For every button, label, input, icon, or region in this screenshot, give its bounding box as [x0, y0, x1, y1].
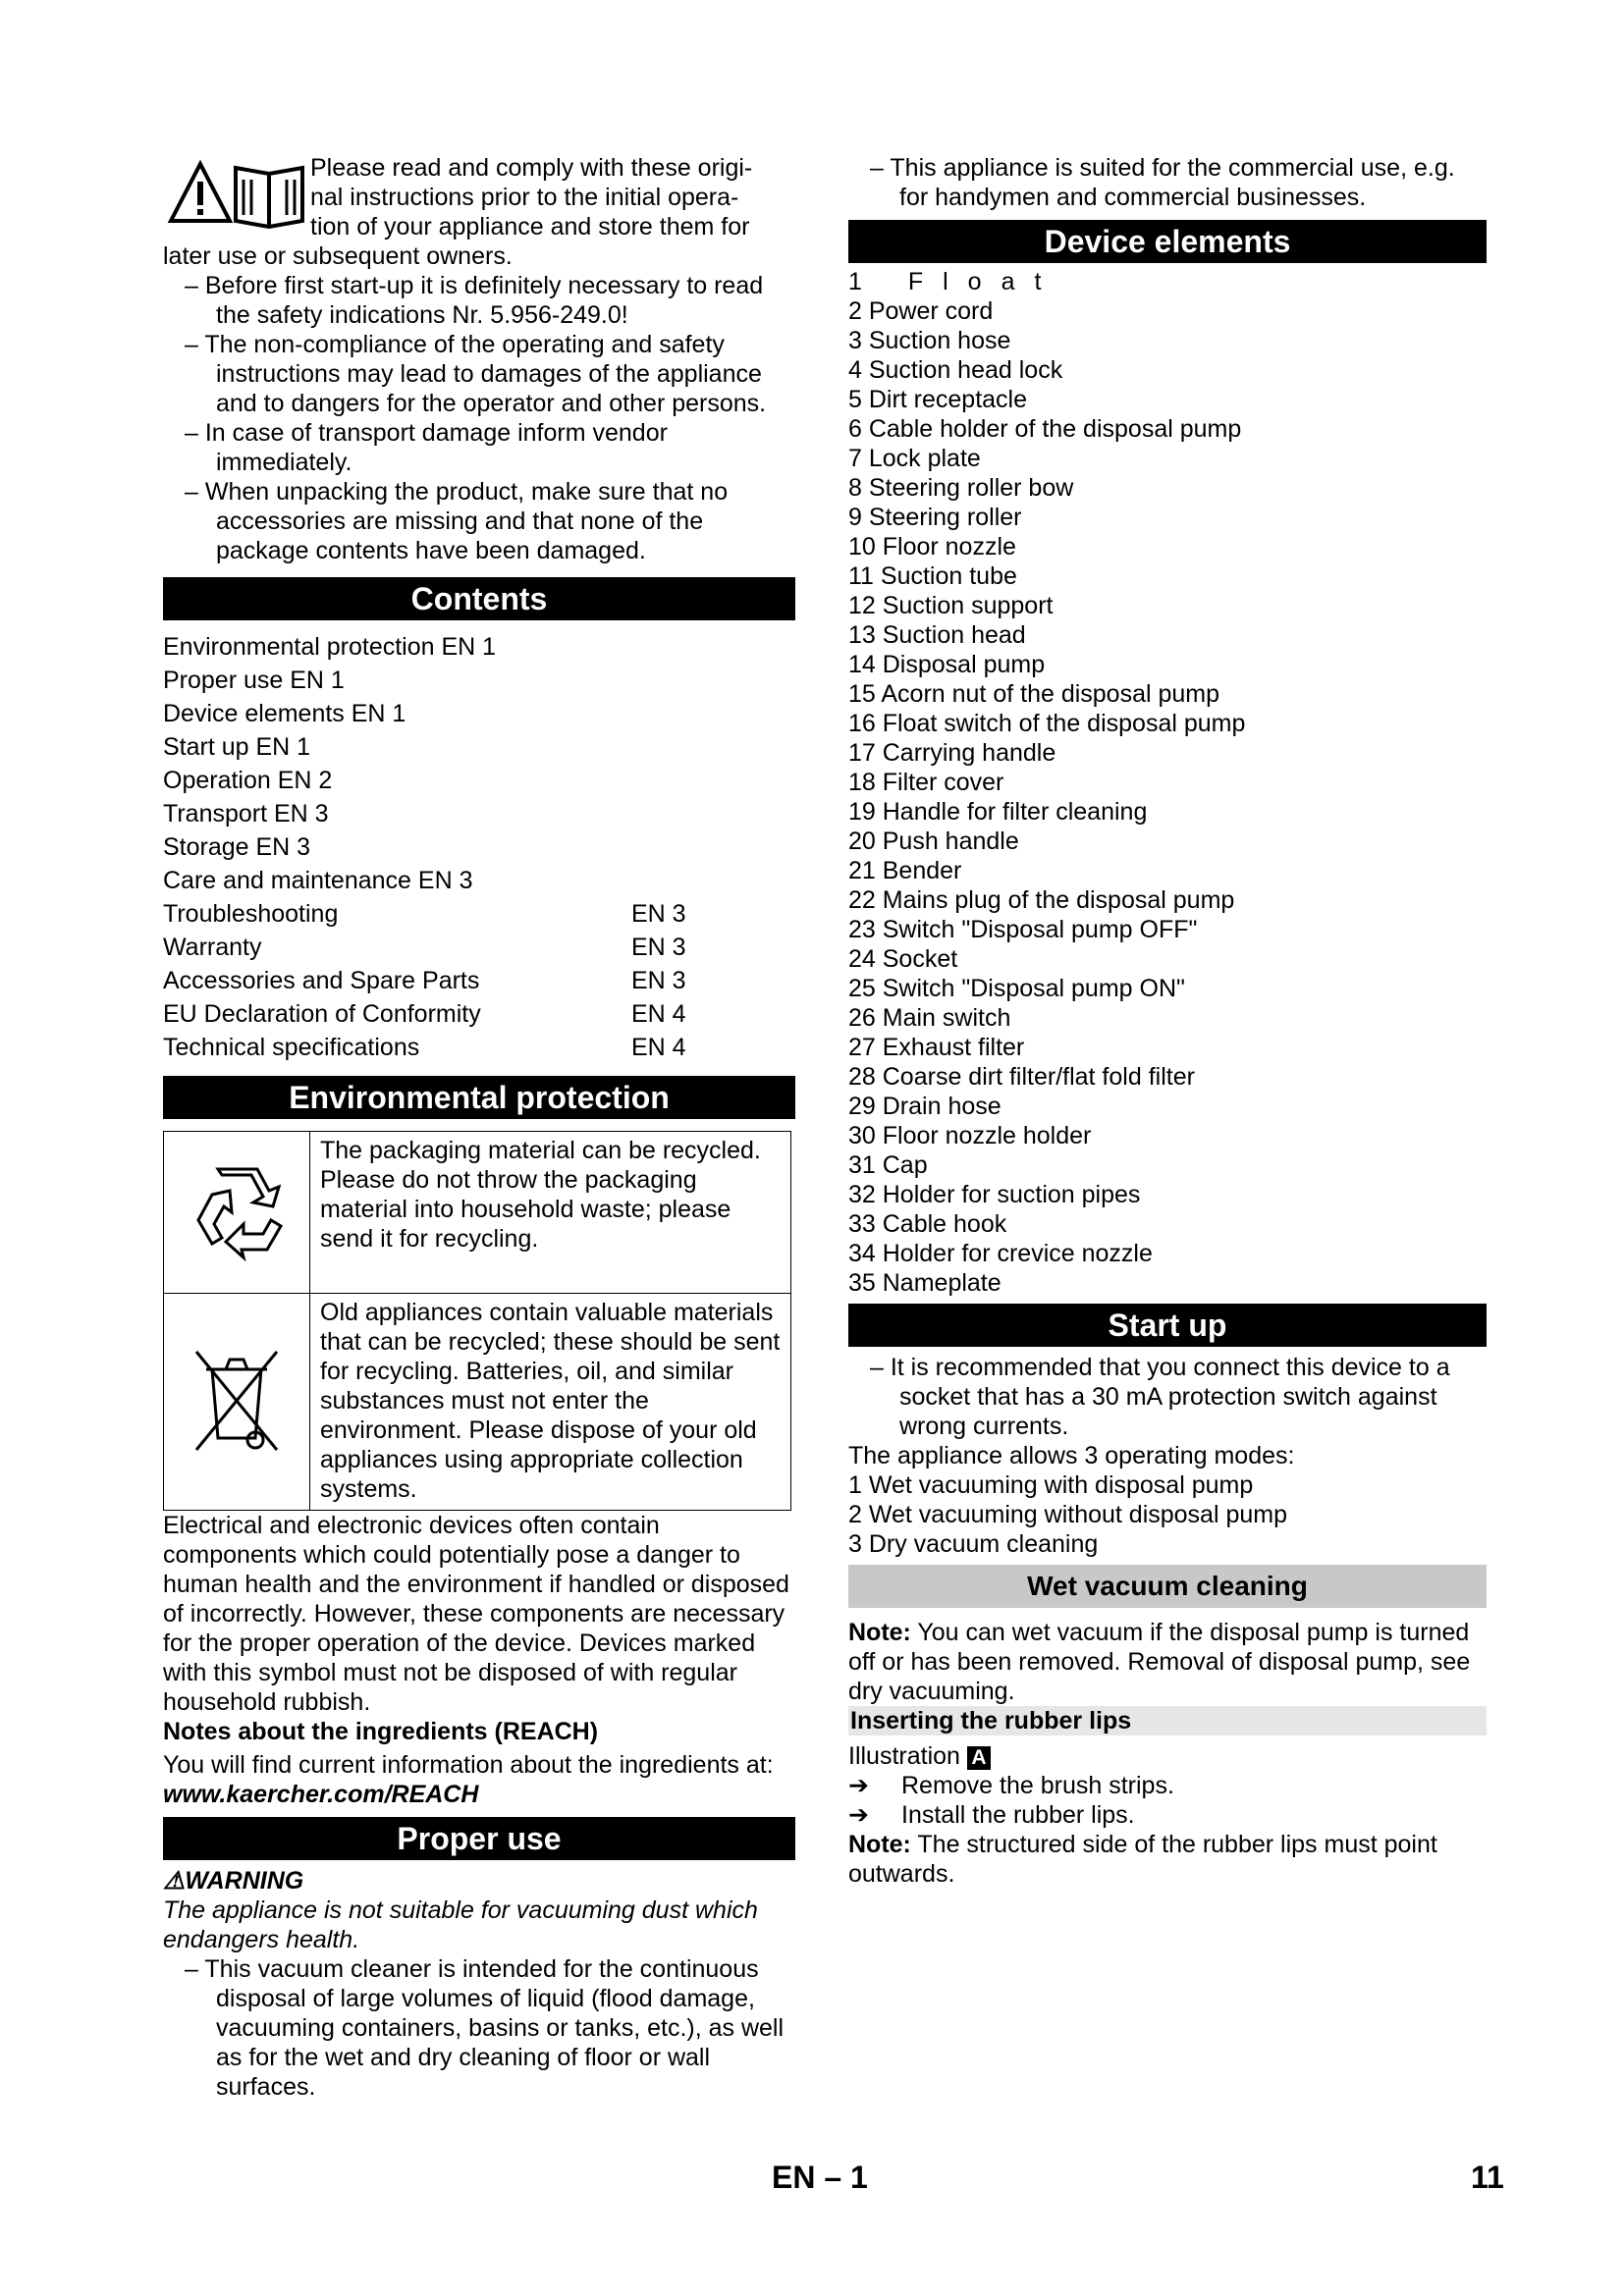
toc-entry[interactable] — [163, 1031, 795, 1064]
list-item: 14 Disposal pump — [848, 651, 1046, 678]
toc-entry[interactable] — [163, 997, 795, 1031]
intro-notice — [163, 153, 795, 241]
start-up-heading: Start up — [848, 1304, 1487, 1347]
wet-vacuum-note — [848, 1618, 1487, 1706]
toc-label: Care and maintenance EN 3 — [163, 867, 473, 894]
list-item: 26 Main switch — [848, 1004, 1011, 1032]
reach-title: Notes about the ingredients (REACH) — [163, 1718, 599, 1745]
device-elements-heading: Device elements — [848, 220, 1487, 263]
intro-line: tion of your appliance and store them for — [310, 213, 750, 240]
note-label: Note: — [848, 1831, 911, 1858]
footer-page-label: – 1 — [824, 2160, 868, 2195]
recycling-icon — [164, 1132, 310, 1294]
rubber-lips-subheading: Inserting the rubber lips — [848, 1706, 1487, 1735]
list-item: 9 Steering roller — [848, 504, 1022, 531]
list-item: 24 Socket — [848, 945, 958, 973]
toc-page: EN 3 — [631, 900, 686, 928]
list-item: 33 Cable hook — [848, 1210, 1007, 1238]
toc-label: Environmental protection EN 1 — [163, 633, 497, 661]
list-item: 27 Exhaust filter — [848, 1034, 1025, 1061]
list-item: 3 Suction hose — [848, 327, 1011, 354]
start-up-bullets — [848, 1353, 1487, 1441]
toc-entry[interactable] — [163, 964, 795, 997]
toc-label: EU Declaration of Conformity — [163, 1000, 481, 1028]
list-item: 1 Float — [848, 268, 1061, 295]
rubber-lips-note — [848, 1830, 1487, 1889]
list-item: 13 Suction head — [848, 621, 1026, 649]
step-text: Install the rubber lips. — [901, 1801, 1135, 1829]
list-item: 16 Float switch of the disposal pump — [848, 710, 1246, 737]
list-item: – It is recommended that you connect this device to a socket that has a 30 mA protection switch against wrong currents. — [870, 1354, 1450, 1440]
list-item: 34 Holder for crevice nozzle — [848, 1240, 1153, 1267]
intro-line: nal instructions prior to the initial opera- — [310, 184, 739, 211]
toc-entry[interactable] — [163, 764, 795, 797]
arrow-icon: ➔ — [848, 1801, 869, 1829]
toc-page: EN 4 — [631, 1034, 686, 1061]
intro-continuation: later use or subsequent owners. — [163, 242, 513, 270]
list-item: 20 Push handle — [848, 828, 1019, 855]
crossed-bin-icon — [164, 1294, 310, 1511]
proper-use-bullets-cont — [848, 153, 1487, 212]
list-item: – Before first start-up it is definitely necessary to read the safety indications Nr. 5.956-249.0! — [185, 272, 764, 329]
wet-vacuum-heading: Wet vacuum cleaning — [848, 1565, 1487, 1608]
list-item: 31 Cap — [848, 1151, 928, 1179]
left-column — [163, 0, 795, 2102]
list-item: 8 Steering roller bow — [848, 474, 1074, 502]
list-item: 6 Cable holder of the disposal pump — [848, 415, 1242, 443]
list-item: 23 Switch "Disposal pump OFF" — [848, 916, 1198, 943]
note-text: You can wet vacuum if the disposal pump is turned off or has been removed. Removal of disposal pump, see dry vacuuming. — [848, 1619, 1471, 1705]
warning-label: ⚠WARNING — [163, 1867, 304, 1895]
list-item: – In case of transport damage inform vendor immediately. — [185, 419, 668, 476]
step-row — [848, 1800, 1487, 1830]
list-item: 25 Switch "Disposal pump ON" — [848, 975, 1185, 1002]
environmental-table — [163, 1131, 791, 1511]
step-row — [848, 1771, 1487, 1800]
toc-page: EN 3 — [631, 934, 686, 961]
device-elements-list — [848, 267, 1487, 1298]
illustration-label: Illustration — [848, 1742, 960, 1770]
note-label: Note: — [848, 1619, 911, 1646]
environmental-heading: Environmental protection — [163, 1076, 795, 1119]
right-column — [848, 0, 1487, 1889]
proper-use-heading: Proper use — [163, 1817, 795, 1860]
read-manual-warning-icon — [163, 153, 310, 236]
toc-label: Troubleshooting — [163, 900, 339, 928]
illustration-ref — [848, 1741, 1487, 1771]
note-text: The structured side of the rubber lips must point outwards. — [848, 1831, 1437, 1888]
reach-link[interactable]: www.kaercher.com/REACH — [163, 1781, 479, 1808]
list-item: 28 Coarse dirt filter/flat fold filter — [848, 1063, 1195, 1091]
modes-intro: The appliance allows 3 operating modes: — [848, 1442, 1295, 1469]
toc-entry[interactable] — [163, 797, 795, 830]
toc-page: EN 3 — [631, 967, 686, 994]
list-item: 4 Suction head lock — [848, 356, 1063, 384]
warning-text: The appliance is not suitable for vacuuming dust which endangers health. — [163, 1896, 758, 1953]
list-item: – The non-compliance of the operating and safety instructions may lead to damages of the appliance and to dangers for the operator and other persons. — [185, 331, 767, 417]
list-item: 7 Lock plate — [848, 445, 981, 472]
toc-label: Transport EN 3 — [163, 800, 329, 828]
toc-entry[interactable] — [163, 630, 795, 664]
toc-label: Proper use EN 1 — [163, 667, 345, 694]
list-item: 11 Suction tube — [848, 562, 1017, 590]
list-item: 12 Suction support — [848, 592, 1054, 619]
toc-entry[interactable] — [163, 664, 795, 697]
toc-entry[interactable] — [163, 931, 795, 964]
toc-label: Operation EN 2 — [163, 767, 333, 794]
contents-heading: Contents — [163, 577, 795, 620]
list-item: 29 Drain hose — [848, 1093, 1001, 1120]
electrical-devices-text: Electrical and electronic devices often contain components which could potentially pose a danger to human health and the environment if handled or disposed of incorrectly. However, these components are necessary for the proper operation of the device. Devices marked with this symbol must not be disposed of with regular household rubbish. — [163, 1512, 789, 1716]
list-item: – This vacuum cleaner is intended for the continuous disposal of large volumes of liquid (flood damage, vacuuming containers, basins or tanks, etc.), as well as for the wet and dry cleaning of floor or wall surfaces. — [185, 1955, 785, 2101]
footer-section: EN — [772, 2160, 816, 2195]
list-item: 5 Dirt receptacle — [848, 386, 1028, 413]
contents-list — [163, 630, 795, 1064]
footer-section-label — [772, 2160, 868, 2196]
toc-label: Start up EN 1 — [163, 733, 311, 761]
intro-bullets — [163, 271, 795, 565]
list-item: 2 Wet vacuuming without disposal pump — [848, 1501, 1287, 1528]
list-item: 1 Wet vacuuming with disposal pump — [848, 1471, 1254, 1499]
list-item: 17 Carrying handle — [848, 739, 1056, 767]
list-item: 3 Dry vacuum cleaning — [848, 1530, 1099, 1558]
toc-entry[interactable] — [163, 730, 795, 764]
toc-label: Warranty — [163, 934, 262, 961]
toc-label: Storage EN 3 — [163, 833, 311, 861]
toc-page: EN 4 — [631, 1000, 686, 1028]
toc-entry[interactable] — [163, 864, 795, 897]
reach-text: You will find current information about the ingredients at: — [163, 1751, 774, 1779]
list-item: 21 Bender — [848, 857, 962, 884]
toc-label: Technical specifications — [163, 1034, 420, 1061]
illustration-badge: A — [967, 1746, 991, 1770]
list-item: 10 Floor nozzle — [848, 533, 1016, 561]
old-appliances-text: Old appliances contain valuable materials that can be recycled; these should be sent for recycling. Batteries, oil, and similar substances must not enter the environment. Please dispose of your old appliances using appropriate collection systems. — [310, 1294, 791, 1511]
toc-entry[interactable] — [163, 897, 795, 931]
toc-label: Device elements EN 1 — [163, 700, 406, 727]
list-item: 15 Acorn nut of the disposal pump — [848, 680, 1220, 708]
list-item: 35 Nameplate — [848, 1269, 1001, 1297]
step-text: Remove the brush strips. — [901, 1772, 1174, 1799]
toc-entry[interactable] — [163, 830, 795, 864]
list-item: 19 Handle for filter cleaning — [848, 798, 1148, 826]
footer-page-number: 11 — [1471, 2160, 1504, 2195]
list-item: 30 Floor nozzle holder — [848, 1122, 1092, 1149]
toc-entry[interactable] — [163, 697, 795, 730]
list-item: – When unpacking the product, make sure that no accessories are missing and that none of the package contents have been damaged. — [185, 478, 729, 564]
packaging-text: The packaging material can be recycled. Please do not throw the packaging material into household waste; please send it for recycling. — [310, 1132, 791, 1294]
list-item: 18 Filter cover — [848, 769, 1004, 796]
list-item: 22 Mains plug of the disposal pump — [848, 886, 1235, 914]
arrow-icon: ➔ — [848, 1772, 869, 1799]
toc-label: Accessories and Spare Parts — [163, 967, 480, 994]
intro-line: Please read and comply with these origi- — [310, 154, 753, 182]
list-item: 32 Holder for suction pipes — [848, 1181, 1141, 1208]
list-item: 2 Power cord — [848, 297, 994, 325]
proper-use-bullets — [163, 1954, 795, 2102]
list-item: – This appliance is suited for the commercial use, e.g. for handymen and commercial businesses. — [870, 154, 1455, 211]
